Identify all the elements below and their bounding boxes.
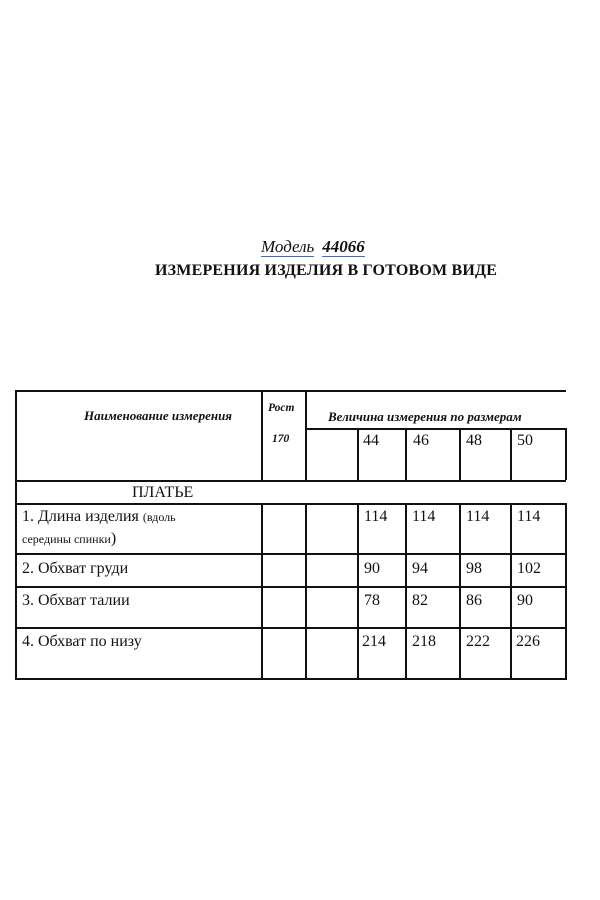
row-1-value-50: 114 <box>517 508 541 525</box>
row-1-value-46: 114 <box>412 508 436 525</box>
table-border-left <box>15 390 17 680</box>
col-right-bottom <box>565 503 567 680</box>
col-name-header: Наименование измерения <box>84 408 232 423</box>
table-bottom-line <box>15 678 566 680</box>
col-sizes-header: Величина измерения по размерам <box>328 409 522 424</box>
model-label: Модель <box>261 237 315 256</box>
row-4-value-44: 214 <box>362 633 386 650</box>
col-50-left-top <box>510 428 512 480</box>
col-48-left-bottom <box>459 503 461 680</box>
col-46-left-bottom <box>405 503 407 680</box>
sizes-subheader-line <box>305 428 566 430</box>
row-2-bottom-line <box>15 586 566 588</box>
row-2-value-44: 90 <box>364 560 380 577</box>
row-1-value-48: 114 <box>466 508 490 525</box>
size-48: 48 <box>466 432 482 449</box>
row-4-name: 4. Обхват по низу <box>22 633 142 650</box>
row-3-value-44: 78 <box>364 592 380 609</box>
col-50-left-bottom <box>510 503 512 680</box>
model-number: 44066 <box>322 237 365 256</box>
row-3-name: 3. Обхват талии <box>22 592 130 609</box>
row-2-value-50: 102 <box>517 560 541 577</box>
row-1-name-line2-text: середины спинки <box>22 532 111 546</box>
row-3-bottom-line <box>15 627 566 629</box>
row-1-value-44: 114 <box>364 508 388 525</box>
col-sizes-left-top <box>305 390 307 480</box>
table-border-top <box>15 390 566 392</box>
row-1-name-text: 1. Длина изделия <box>22 508 139 525</box>
size-50: 50 <box>517 432 533 449</box>
size-46: 46 <box>413 432 429 449</box>
row-2-name: 2. Обхват груди <box>22 560 129 577</box>
row-2-value-48: 98 <box>466 560 482 577</box>
row-4-value-46: 218 <box>412 633 436 650</box>
row-3-value-50: 90 <box>517 592 533 609</box>
col-48-left-top <box>459 428 461 480</box>
section-label: ПЛАТЬЕ <box>132 484 194 501</box>
col-height-left-bottom <box>261 503 263 680</box>
row-3-value-46: 82 <box>412 592 428 609</box>
header-bottom-line <box>15 480 566 482</box>
col-sizes-left-bottom <box>305 503 307 680</box>
row-1-name-close: ) <box>110 530 117 547</box>
row-4-value-48: 222 <box>466 633 490 650</box>
size-44: 44 <box>363 432 379 449</box>
row-4-value-50: 226 <box>516 633 540 650</box>
document-title: ИЗМЕРЕНИЯ ИЗДЕЛИЯ В ГОТОВОМ ВИДЕ <box>155 262 498 279</box>
col-44-left-bottom <box>357 503 359 680</box>
row-3-value-48: 86 <box>466 592 482 609</box>
row-1-name <box>22 508 176 526</box>
row-1-bottom-line <box>15 553 566 555</box>
section-bottom-line <box>15 503 566 505</box>
row-1-name-note: (вдоль <box>142 510 176 524</box>
row-1-name-line2 <box>22 530 116 548</box>
col-right-top <box>565 428 567 480</box>
col-46-left-top <box>405 428 407 480</box>
col-height-header: Рост <box>268 402 295 414</box>
col-height-left-top <box>261 390 263 480</box>
col-44-left-top <box>357 428 359 480</box>
row-2-value-46: 94 <box>412 560 428 577</box>
col-height-value: 170 <box>272 433 290 445</box>
